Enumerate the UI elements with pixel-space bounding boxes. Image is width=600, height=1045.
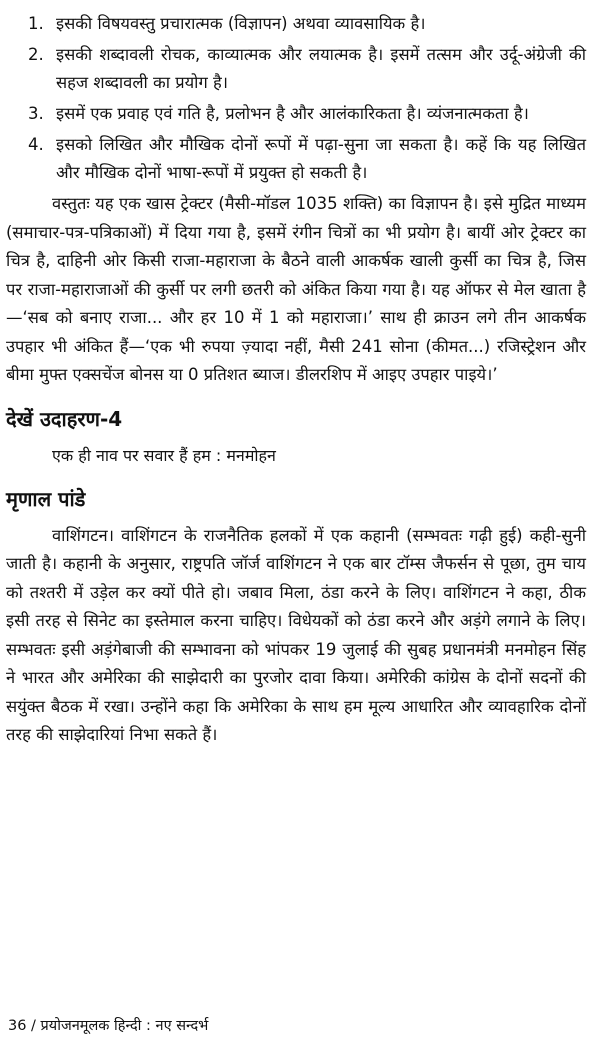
list-item [6,100,590,128]
example-headline: एक ही नाव पर सवार हैं हम : मनमोहन [52,445,276,465]
list-number: 3. [28,104,44,123]
list-text: इसकी विषयवस्तु प्रचारात्मक (विज्ञापन) अथवा व्यावसायिक है। [56,14,426,33]
list-item [6,41,590,97]
list-item [6,131,590,187]
page-footer: 36 / प्रयोजनमूलक हिन्दी : नए सन्दर्भ [8,1018,209,1034]
list-number: 1. [28,14,44,33]
list-text: इसमें एक प्रवाह एवं गति है, प्रलोभन है और आलंकारिकता है। व्यंजनात्मकता है। [56,104,529,123]
feature-list [6,10,590,187]
list-number: 4. [28,135,44,154]
list-text: इसको लिखित और मौखिक दोनों रूपों में पढ़ा-सुना जा सकता है। कहें कि यह लिखित और मौखिक दोनों भाषा-रूपों में प्रयुक्त हो सकती है। [56,135,586,182]
ad-description-paragraph: वस्तुतः यह एक खास ट्रेक्टर (मैसी-मॉडल 1035 शक्ति) का विज्ञापन है। इसे मुद्रित माध्यम (समाचार-पत्र-पत्रिकाओं) में दिया गया है, इसमें रंगीन चित्रों का भी प्रयोग है। बायीं ओर ट्रेक्टर का चित्र है, दाहिनी ओर किसी राजा-महाराजा के बैठने वाली आकर्षक खाली कुर्सी का चित्र है, जिस पर राजा-महाराजाओं की कुर्सी पर लगी छतरी को अंकित किया गया है। यह ऑफर से मेल खाता है—‘सब को बनाए राजा... और हर 10 में 1 को महाराजा।’ साथ ही क्राउन लगे तीन आकर्षक उपहार भी अंकित हैं—‘एक भी रुपया ज़्यादा नहीं, मैसी 241 सोना (कीमत...) रजिस्ट्रेशन और बीमा मुफ्त एक्सचेंज बोनस या 0 प्रतिशत ब्याज। डीलरशिप में आइए उपहार पाइये।’ [6,194,586,384]
list-number: 2. [28,45,44,64]
list-text: इसकी शब्दावली रोचक, काव्यात्मक और लयात्मक है। इसमें तत्सम और उर्दू-अंग्रेजी की सहज शब्दावली का प्रयोग है। [56,45,586,92]
author-heading: मृणाल पांडे [6,486,86,511]
article-paragraph: वाशिंगटन। वाशिंगटन के राजनैतिक हलकों में एक कहानी (सम्भवतः गढ़ी हुई) कही-सुनी जाती है। कहानी के अनुसार, राष्ट्रपति जॉर्ज वाशिंगटन ने एक बार टॉम्स जैफर्सन से पूछा, तुम चाय को तश्तरी में उड़ेल कर क्यों पीते हो। जबाव मिला, ठंडा करने के लिए। वाशिंगटन ने कहा, ठीक इसी तरह से सिनेट का इस्तेमाल करना चाहिए। विधेयकों को ठंडा करने और अड़ंगे लगाने के लिए। सम्भवतः इसी अड़ंगेबाजी की सम्भावना को भांपकर 19 जुलाई की सुबह प्रधानमंत्री मनमोहन सिंह ने भारत और अमेरिका की साझेदारी का पुरजोर दावा किया। अमेरिकी कांग्रेस के दोनों सदनों की सयुंक्त बैठक में रखा। उन्होंने कहा कि अमेरिका के साथ हम मूल्य आधारित और व्यावहारिक दोनों तरह की साझेदारियां निभा सकते हैं। [6,525,586,744]
list-item [6,10,590,38]
example-heading: देखें उदाहरण-4 [6,406,123,431]
